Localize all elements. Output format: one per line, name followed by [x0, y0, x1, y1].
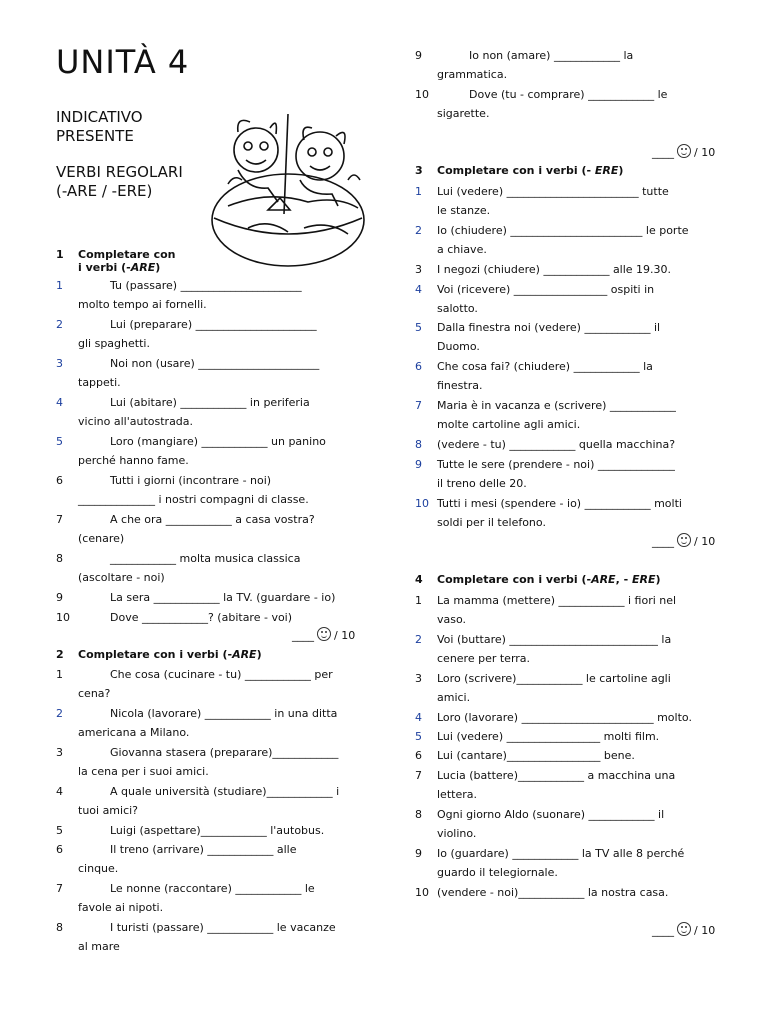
- exercise-continuation: vaso.: [437, 613, 467, 627]
- section-1-score: [292, 627, 355, 642]
- section-2-score: [652, 144, 715, 159]
- exercise-continuation: le stanze.: [437, 204, 491, 218]
- exercise-text: Loro (scrivere)____________ le cartoline agli: [437, 672, 671, 685]
- smiley-icon: [677, 533, 691, 547]
- exercise-text: Dove ____________? (abitare - voi): [110, 611, 293, 624]
- score-blank: ____: [652, 146, 674, 159]
- title-part: ): [618, 164, 624, 177]
- section-title: [437, 164, 623, 177]
- exercise-continuation: il treno delle 20.: [437, 477, 527, 491]
- exercise-text: Lui (abitare) ____________ in periferia: [110, 396, 310, 409]
- exercise-continuation: guardo il telegiornale.: [437, 866, 558, 880]
- exercise-continuation: violino.: [437, 827, 477, 841]
- exercise-number: 9: [415, 49, 422, 62]
- exercise-continuation: grammatica.: [437, 68, 508, 82]
- exercise-number: 7: [56, 882, 63, 895]
- exercise-number: 5: [415, 730, 422, 743]
- exercise-number: 9: [415, 847, 422, 860]
- title-part: Completare con i verbi (-: [78, 648, 233, 661]
- exercise-text: La mamma (mettere) ____________ i fiori nel: [437, 594, 677, 607]
- exercise-text: Giovanna stasera (preparare)____________: [110, 746, 339, 759]
- exercise-text: Io non (amare) ____________ la: [469, 49, 634, 62]
- title-part: ERE: [594, 164, 619, 177]
- exercise-continuation: favole ai nipoti.: [78, 901, 164, 915]
- subtopic-heading: [56, 163, 206, 201]
- exercise-text: Voi (buttare) ___________________________ la: [437, 633, 672, 646]
- exercise-number: 1: [415, 185, 422, 198]
- title-part: ): [655, 573, 661, 586]
- exercise-number: 3: [415, 263, 422, 276]
- section-3-score: [652, 533, 715, 548]
- exercise-continuation: molto tempo ai fornelli.: [78, 298, 207, 312]
- exercise-number: 4: [56, 785, 63, 798]
- exercise-number: 9: [56, 591, 63, 604]
- exercise-number: 2: [415, 633, 422, 646]
- title-part: ): [155, 261, 161, 274]
- exercise-number: 6: [56, 474, 63, 487]
- subtopic-line: VERBI REGOLARI: [56, 163, 183, 181]
- subtopic-line: (-ARE / -ERE): [56, 182, 153, 200]
- section-number: 1: [56, 248, 64, 261]
- exercise-continuation: tappeti.: [78, 376, 121, 390]
- exercise-number: 3: [56, 357, 63, 370]
- exercise-text: Io (chiudere) ________________________ le porte: [437, 224, 689, 237]
- exercise-text: Tutti i giorni (incontrare - noi): [110, 474, 272, 487]
- exercise-number: 7: [56, 513, 63, 526]
- exercise-text: Che cosa fai? (chiudere) ____________ la: [437, 360, 653, 373]
- title-part: Completare con: [78, 248, 176, 261]
- exercise-number: 2: [56, 707, 63, 720]
- exercise-number: 4: [415, 283, 422, 296]
- exercise-number: 3: [56, 746, 63, 759]
- exercise-number: 10: [415, 886, 429, 899]
- exercise-number: 10: [415, 88, 429, 101]
- title-part: ARE: [130, 261, 156, 274]
- exercise-text: Loro (mangiare) ____________ un panino: [110, 435, 326, 448]
- exercise-continuation: perché hanno fame.: [78, 454, 189, 468]
- exercise-text: I negozi (chiudere) ____________ alle 19.30.: [437, 263, 672, 276]
- exercise-text: Le nonne (raccontare) ____________ le: [110, 882, 315, 895]
- exercise-text: Noi non (usare) ______________________: [110, 357, 320, 370]
- exercise-continuation: amici.: [437, 691, 471, 705]
- exercise-number: 8: [56, 552, 63, 565]
- score-blank: ____: [652, 924, 674, 937]
- exercise-text: Lui (vedere) _________________ molti film.: [437, 730, 660, 743]
- section-number: 2: [56, 648, 64, 661]
- exercise-text: Lui (cantare)_________________ bene.: [437, 749, 635, 762]
- exercise-number: 2: [56, 318, 63, 331]
- exercise-continuation: americana a Milano.: [78, 726, 190, 740]
- topic-line: PRESENTE: [56, 127, 134, 145]
- exercise-text: A quale università (studiare)____________ i: [110, 785, 340, 798]
- exercise-continuation: sigarette.: [437, 107, 490, 121]
- exercise-text: (vedere - tu) ____________ quella macchina?: [437, 438, 676, 451]
- exercise-number: 1: [56, 279, 63, 292]
- exercise-number: 2: [415, 224, 422, 237]
- exercise-number: 8: [56, 921, 63, 934]
- title-part: ARE: [232, 648, 257, 661]
- exercise-continuation: a chiave.: [437, 243, 487, 257]
- smiley-icon: [677, 144, 691, 158]
- exercise-continuation: molte cartoline agli amici.: [437, 418, 581, 432]
- exercise-text: Dalla finestra noi (vedere) ____________ il: [437, 321, 661, 334]
- exercise-continuation: cena?: [78, 687, 111, 701]
- score-blank: ____: [652, 535, 674, 548]
- title-part: ERE: [631, 573, 656, 586]
- exercise-number: 5: [56, 435, 63, 448]
- title-part: Completare con i verbi (-: [437, 573, 592, 586]
- section-number: 4: [415, 573, 423, 586]
- section-title: [78, 648, 262, 661]
- exercise-text: Nicola (lavorare) ____________ in una ditta: [110, 707, 338, 720]
- exercise-number: 8: [415, 438, 422, 451]
- exercise-continuation: salotto.: [437, 302, 478, 316]
- score-total: / 10: [334, 629, 356, 642]
- section-title: [78, 248, 176, 274]
- exercise-number: 1: [56, 668, 63, 681]
- section-4-heading: [415, 573, 745, 587]
- exercise-continuation: vicino all'autostrada.: [78, 415, 194, 429]
- exercise-continuation: Duomo.: [437, 340, 480, 354]
- exercise-text: (vendere - noi)____________ la nostra casa.: [437, 886, 669, 899]
- title-part: , -: [615, 573, 632, 586]
- score-total: / 10: [694, 535, 716, 548]
- smiley-icon: [317, 627, 331, 641]
- score-total: / 10: [694, 924, 716, 937]
- section-4-score: [652, 922, 715, 937]
- exercise-number: 10: [415, 497, 429, 510]
- exercise-continuation: (ascoltare - noi): [78, 571, 165, 585]
- exercise-number: 3: [415, 672, 422, 685]
- score-total: / 10: [694, 146, 716, 159]
- exercise-continuation: (cenare): [78, 532, 125, 546]
- section-1-heading: [56, 248, 236, 276]
- exercise-continuation: cinque.: [78, 862, 119, 876]
- exercise-text: Maria è in vacanza e (scrivere) ____________: [437, 399, 676, 412]
- exercise-text: Voi (ricevere) _________________ ospiti in: [437, 283, 655, 296]
- exercise-text: Il treno (arrivare) ____________ alle: [110, 843, 297, 856]
- exercise-continuation: cenere per terra.: [437, 652, 531, 666]
- exercise-number: 1: [415, 594, 422, 607]
- exercise-text: A che ora ____________ a casa vostra?: [110, 513, 315, 526]
- exercise-number: 7: [415, 769, 422, 782]
- exercise-text: Luigi (aspettare)____________ l'autobus.: [110, 824, 325, 837]
- exercise-text: Tutte le sere (prendere - noi) ______________: [437, 458, 675, 471]
- exercise-text: Lui (preparare) ______________________: [110, 318, 317, 331]
- exercise-text: Lui (vedere) ________________________ tutte: [437, 185, 669, 198]
- exercise-text: Dove (tu - comprare) ____________ le: [469, 88, 668, 101]
- exercise-text: Che cosa (cucinare - tu) ____________ per: [110, 668, 333, 681]
- exercise-continuation: al mare: [78, 940, 120, 954]
- exercise-number: 6: [415, 749, 422, 762]
- smiley-icon: [677, 922, 691, 936]
- exercise-number: 5: [56, 824, 63, 837]
- exercise-text: La sera ____________ la TV. (guardare - io): [110, 591, 336, 604]
- topic-line: INDICATIVO: [56, 108, 143, 126]
- page-title: UNITÀ 4: [56, 43, 190, 81]
- section-title: [437, 573, 661, 586]
- exercise-text: Loro (lavorare) ________________________ molto.: [437, 711, 692, 724]
- exercise-continuation: ______________ i nostri compagni di classe.: [78, 493, 309, 507]
- section-3-heading: [415, 164, 745, 178]
- section-2-heading: [56, 648, 356, 662]
- exercise-number: 4: [56, 396, 63, 409]
- topic-heading: [56, 108, 206, 146]
- exercise-text: I turisti (passare) ____________ le vacanze: [110, 921, 336, 934]
- title-part: ARE: [591, 573, 616, 586]
- score-blank: ____: [292, 629, 314, 642]
- title-part: ): [256, 648, 262, 661]
- exercise-text: Ogni giorno Aldo (suonare) ____________ il: [437, 808, 665, 821]
- exercise-text: Tutti i mesi (spendere - io) ____________ molti: [437, 497, 682, 510]
- exercise-continuation: finestra.: [437, 379, 483, 393]
- exercise-number: 6: [56, 843, 63, 856]
- title-part: Completare con i verbi (-: [437, 164, 595, 177]
- exercise-number: 4: [415, 711, 422, 724]
- exercise-number: 10: [56, 611, 70, 624]
- exercise-continuation: tuoi amici?: [78, 804, 139, 818]
- exercise-text: Tu (passare) ______________________: [110, 279, 302, 292]
- exercise-number: 7: [415, 399, 422, 412]
- exercise-number: 5: [415, 321, 422, 334]
- exercise-continuation: lettera.: [437, 788, 477, 802]
- exercise-continuation: soldi per il telefono.: [437, 516, 546, 530]
- exercise-continuation: gli spaghetti.: [78, 337, 150, 351]
- exercise-number: 9: [415, 458, 422, 471]
- section-number: 3: [415, 164, 423, 177]
- title-part: i verbi (-: [78, 261, 131, 274]
- exercise-text: Io (guardare) ____________ la TV alle 8 perché: [437, 847, 685, 860]
- exercise-text: Lucia (battere)____________ a macchina una: [437, 769, 676, 782]
- exercise-text: ____________ molta musica classica: [110, 552, 301, 565]
- exercise-number: 8: [415, 808, 422, 821]
- exercise-number: 6: [415, 360, 422, 373]
- exercise-continuation: la cena per i suoi amici.: [78, 765, 209, 779]
